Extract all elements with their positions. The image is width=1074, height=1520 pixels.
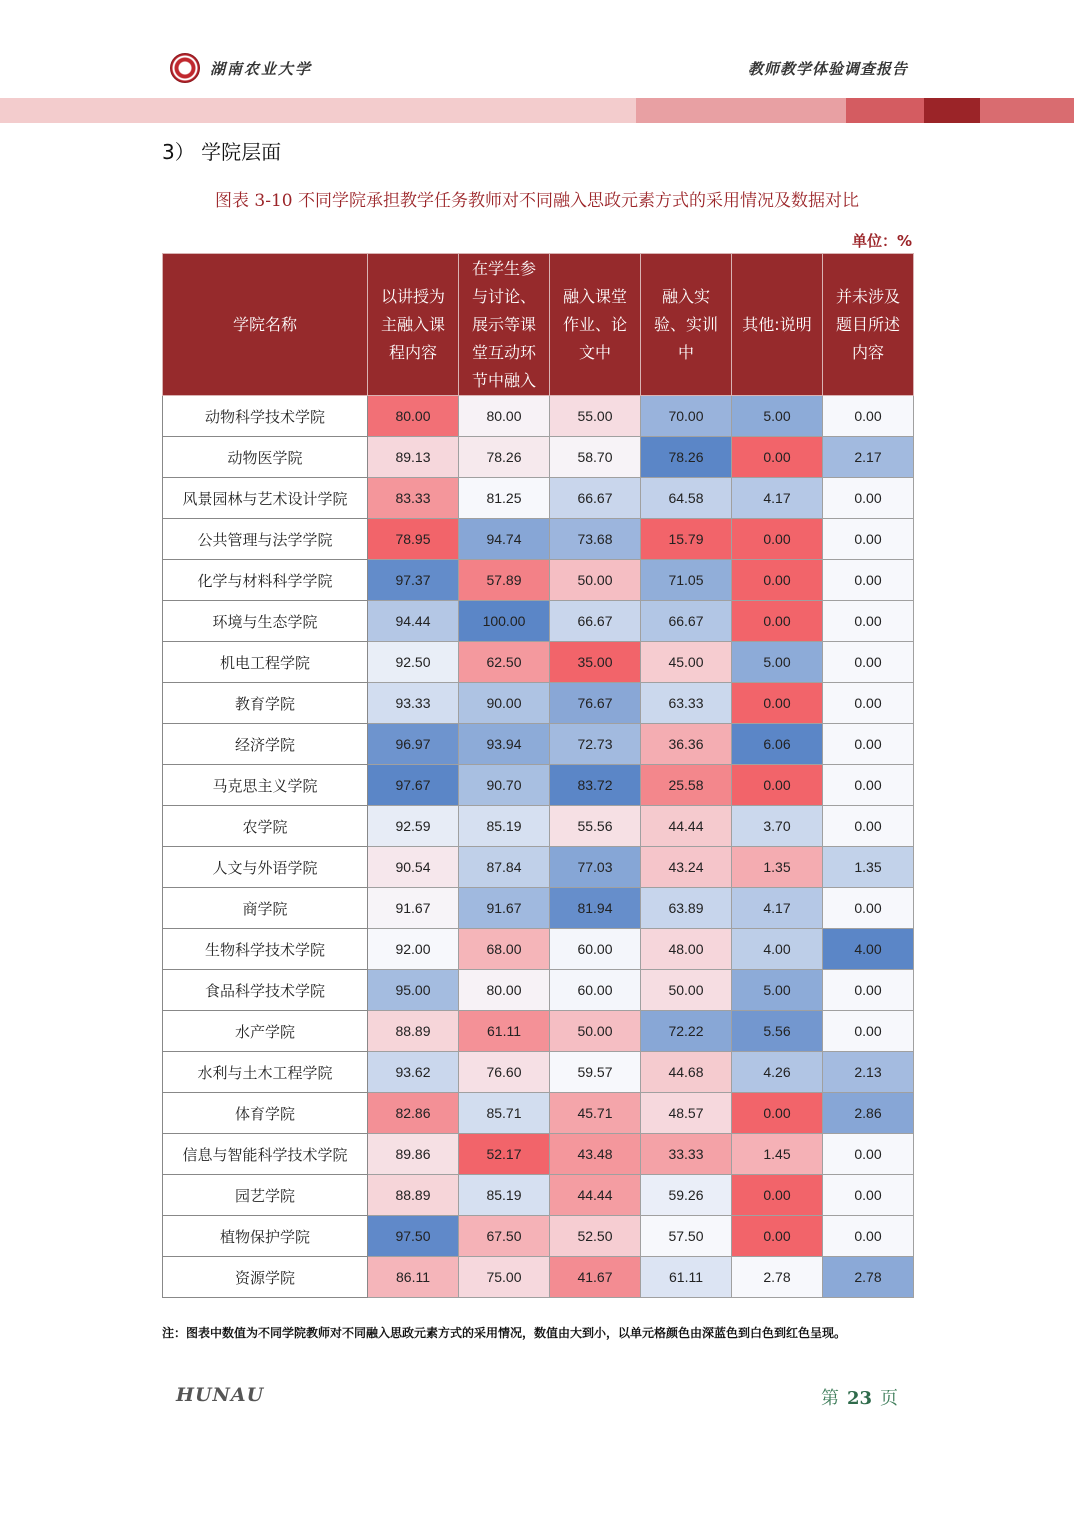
value-cell: 60.00 (550, 929, 641, 970)
value-cell: 0.00 (732, 519, 823, 560)
header-band-4 (924, 98, 980, 123)
value-cell: 71.05 (641, 560, 732, 601)
table-header-row (163, 254, 914, 396)
value-cell: 50.00 (550, 1011, 641, 1052)
value-cell: 76.67 (550, 683, 641, 724)
value-cell: 64.58 (641, 478, 732, 519)
value-cell: 0.00 (732, 683, 823, 724)
value-cell: 0.00 (732, 1093, 823, 1134)
college-name-cell: 人文与外语学院 (163, 847, 368, 888)
value-cell: 44.44 (550, 1175, 641, 1216)
value-cell: 92.50 (368, 642, 459, 683)
unit-label: 单位：% (851, 232, 912, 250)
value-cell: 59.26 (641, 1175, 732, 1216)
value-cell: 1.35 (732, 847, 823, 888)
header-college-name: 学院名称 (163, 254, 368, 396)
value-cell: 75.00 (459, 1257, 550, 1298)
table-row (163, 1093, 914, 1134)
value-cell: 25.58 (641, 765, 732, 806)
value-cell: 44.44 (641, 806, 732, 847)
value-cell: 45.71 (550, 1093, 641, 1134)
header-band-3 (846, 98, 924, 123)
header-band-2 (636, 98, 846, 123)
value-cell: 2.13 (823, 1052, 914, 1093)
report-title: 教师教学体验调查报告 (747, 60, 908, 78)
value-cell: 80.00 (459, 970, 550, 1011)
value-cell: 97.67 (368, 765, 459, 806)
header-homework: 融入课堂 作业、论 文中 (550, 254, 641, 396)
college-name-cell: 机电工程学院 (163, 642, 368, 683)
table-row (163, 478, 914, 519)
value-cell: 2.86 (823, 1093, 914, 1134)
value-cell: 100.00 (459, 601, 550, 642)
value-cell: 83.72 (550, 765, 641, 806)
value-cell: 1.35 (823, 847, 914, 888)
value-cell: 6.06 (732, 724, 823, 765)
page-suffix: 页 (880, 1388, 898, 1409)
value-cell: 41.67 (550, 1257, 641, 1298)
value-cell: 61.11 (641, 1257, 732, 1298)
value-cell: 63.33 (641, 683, 732, 724)
value-cell: 83.33 (368, 478, 459, 519)
value-cell: 48.57 (641, 1093, 732, 1134)
value-cell: 57.50 (641, 1216, 732, 1257)
value-cell: 4.26 (732, 1052, 823, 1093)
value-cell: 57.89 (459, 560, 550, 601)
value-cell: 48.00 (641, 929, 732, 970)
value-cell: 68.00 (459, 929, 550, 970)
header-lab: 融入实 验、实训 中 (641, 254, 732, 396)
value-cell: 4.17 (732, 888, 823, 929)
value-cell: 0.00 (823, 519, 914, 560)
value-cell: 59.57 (550, 1052, 641, 1093)
value-cell: 0.00 (732, 437, 823, 478)
table-row (163, 970, 914, 1011)
university-seal-icon (170, 53, 200, 83)
value-cell: 77.03 (550, 847, 641, 888)
value-cell: 66.67 (550, 478, 641, 519)
value-cell: 0.00 (823, 560, 914, 601)
value-cell: 88.89 (368, 1175, 459, 1216)
college-name-cell: 植物保护学院 (163, 1216, 368, 1257)
value-cell: 55.00 (550, 396, 641, 437)
value-cell: 0.00 (732, 1216, 823, 1257)
value-cell: 0.00 (823, 1011, 914, 1052)
value-cell: 2.78 (732, 1257, 823, 1298)
table-row (163, 929, 914, 970)
value-cell: 66.67 (641, 601, 732, 642)
footer-logo: HUNAU (176, 1384, 265, 1406)
value-cell: 82.86 (368, 1093, 459, 1134)
college-name-cell: 公共管理与法学学院 (163, 519, 368, 560)
value-cell: 67.50 (459, 1216, 550, 1257)
value-cell: 95.00 (368, 970, 459, 1011)
value-cell: 88.89 (368, 1011, 459, 1052)
value-cell: 78.26 (459, 437, 550, 478)
value-cell: 52.50 (550, 1216, 641, 1257)
college-name-cell: 动物科学技术学院 (163, 396, 368, 437)
value-cell: 90.54 (368, 847, 459, 888)
college-name-cell: 体育学院 (163, 1093, 368, 1134)
value-cell: 85.19 (459, 806, 550, 847)
table-row (163, 1052, 914, 1093)
college-name-cell: 水产学院 (163, 1011, 368, 1052)
table-row (163, 437, 914, 478)
value-cell: 96.97 (368, 724, 459, 765)
value-cell: 0.00 (823, 396, 914, 437)
data-table (162, 253, 914, 1298)
value-cell: 94.74 (459, 519, 550, 560)
header-band-5 (980, 98, 1074, 123)
college-name-cell: 园艺学院 (163, 1175, 368, 1216)
college-name-cell: 风景园林与艺术设计学院 (163, 478, 368, 519)
value-cell: 85.71 (459, 1093, 550, 1134)
value-cell: 5.56 (732, 1011, 823, 1052)
value-cell: 4.17 (732, 478, 823, 519)
header-none: 并未涉及 题目所述 内容 (823, 254, 914, 396)
table-row (163, 1216, 914, 1257)
page-header (0, 0, 1074, 125)
value-cell: 5.00 (732, 642, 823, 683)
table-row (163, 683, 914, 724)
value-cell: 97.50 (368, 1216, 459, 1257)
value-cell: 0.00 (823, 970, 914, 1011)
value-cell: 0.00 (732, 601, 823, 642)
value-cell: 85.19 (459, 1175, 550, 1216)
table-row (163, 396, 914, 437)
college-name-cell: 食品科学技术学院 (163, 970, 368, 1011)
table-row (163, 1134, 914, 1175)
value-cell: 0.00 (732, 1175, 823, 1216)
value-cell: 0.00 (823, 683, 914, 724)
value-cell: 78.26 (641, 437, 732, 478)
page-number (821, 1384, 898, 1410)
college-name-cell: 马克思主义学院 (163, 765, 368, 806)
table-row (163, 765, 914, 806)
figure-caption: 图表 3-10 不同学院承担教学任务教师对不同融入思政元素方式的采用情况及数据对比 (215, 191, 859, 211)
table-row (163, 806, 914, 847)
value-cell: 76.60 (459, 1052, 550, 1093)
value-cell: 33.33 (641, 1134, 732, 1175)
table-row (163, 724, 914, 765)
value-cell: 87.84 (459, 847, 550, 888)
page-prefix: 第 (820, 1388, 839, 1409)
value-cell: 80.00 (368, 396, 459, 437)
university-name: 湖南农业大学 (210, 60, 313, 78)
value-cell: 5.00 (732, 970, 823, 1011)
value-cell: 50.00 (641, 970, 732, 1011)
value-cell: 92.59 (368, 806, 459, 847)
value-cell: 0.00 (823, 888, 914, 929)
value-cell: 35.00 (550, 642, 641, 683)
value-cell: 66.67 (550, 601, 641, 642)
value-cell: 89.86 (368, 1134, 459, 1175)
value-cell: 0.00 (823, 478, 914, 519)
table-body (163, 396, 914, 1298)
college-name-cell: 农学院 (163, 806, 368, 847)
table-row (163, 601, 914, 642)
value-cell: 0.00 (823, 765, 914, 806)
value-cell: 94.44 (368, 601, 459, 642)
table-row (163, 888, 914, 929)
value-cell: 45.00 (641, 642, 732, 683)
college-name-cell: 经济学院 (163, 724, 368, 765)
value-cell: 2.17 (823, 437, 914, 478)
value-cell: 5.00 (732, 396, 823, 437)
header-other: 其他:说明 (732, 254, 823, 396)
value-cell: 4.00 (732, 929, 823, 970)
value-cell: 44.68 (641, 1052, 732, 1093)
college-name-cell: 水利与土木工程学院 (163, 1052, 368, 1093)
value-cell: 61.11 (459, 1011, 550, 1052)
value-cell: 43.48 (550, 1134, 641, 1175)
value-cell: 93.94 (459, 724, 550, 765)
value-cell: 62.50 (459, 642, 550, 683)
table-note: 注：图表中数值为不同学院教师对不同融入思政元素方式的采用情况，数值由大到小，以单元格颜色由深蓝色到白色到红色呈现。 (162, 1326, 847, 1340)
college-name-cell: 动物医学院 (163, 437, 368, 478)
value-cell: 72.22 (641, 1011, 732, 1052)
value-cell: 43.24 (641, 847, 732, 888)
value-cell: 81.94 (550, 888, 641, 929)
value-cell: 81.25 (459, 478, 550, 519)
table-row (163, 847, 914, 888)
value-cell: 58.70 (550, 437, 641, 478)
value-cell: 15.79 (641, 519, 732, 560)
value-cell: 90.70 (459, 765, 550, 806)
value-cell: 63.89 (641, 888, 732, 929)
college-name-cell: 资源学院 (163, 1257, 368, 1298)
table-row (163, 1257, 914, 1298)
value-cell: 80.00 (459, 396, 550, 437)
value-cell: 36.36 (641, 724, 732, 765)
value-cell: 0.00 (823, 601, 914, 642)
value-cell: 90.00 (459, 683, 550, 724)
value-cell: 3.70 (732, 806, 823, 847)
table-row (163, 1011, 914, 1052)
header-band-1 (0, 98, 636, 123)
value-cell: 0.00 (732, 560, 823, 601)
table-row (163, 560, 914, 601)
value-cell: 91.67 (459, 888, 550, 929)
value-cell: 0.00 (823, 1134, 914, 1175)
college-name-cell: 生物科学技术学院 (163, 929, 368, 970)
value-cell: 78.95 (368, 519, 459, 560)
value-cell: 92.00 (368, 929, 459, 970)
value-cell: 60.00 (550, 970, 641, 1011)
value-cell: 0.00 (823, 1175, 914, 1216)
value-cell: 86.11 (368, 1257, 459, 1298)
value-cell: 4.00 (823, 929, 914, 970)
value-cell: 55.56 (550, 806, 641, 847)
college-name-cell: 化学与材料科学学院 (163, 560, 368, 601)
value-cell: 89.13 (368, 437, 459, 478)
value-cell: 0.00 (823, 642, 914, 683)
value-cell: 0.00 (823, 1216, 914, 1257)
value-cell: 52.17 (459, 1134, 550, 1175)
section-heading: 3） 学院层面 (162, 140, 282, 164)
value-cell: 0.00 (823, 806, 914, 847)
value-cell: 72.73 (550, 724, 641, 765)
value-cell: 93.33 (368, 683, 459, 724)
college-name-cell: 环境与生态学院 (163, 601, 368, 642)
value-cell: 73.68 (550, 519, 641, 560)
value-cell: 70.00 (641, 396, 732, 437)
college-name-cell: 商学院 (163, 888, 368, 929)
value-cell: 93.62 (368, 1052, 459, 1093)
value-cell: 0.00 (732, 765, 823, 806)
value-cell: 97.37 (368, 560, 459, 601)
table-row (163, 642, 914, 683)
college-name-cell: 教育学院 (163, 683, 368, 724)
value-cell: 50.00 (550, 560, 641, 601)
value-cell: 0.00 (823, 724, 914, 765)
header-interaction: 在学生参 与讨论、 展示等课 堂互动环 节中融入 (459, 254, 550, 396)
value-cell: 2.78 (823, 1257, 914, 1298)
college-name-cell: 信息与智能科学技术学院 (163, 1134, 368, 1175)
value-cell: 91.67 (368, 888, 459, 929)
table-row (163, 519, 914, 560)
header-lecture: 以讲授为 主融入课 程内容 (368, 254, 459, 396)
value-cell: 1.45 (732, 1134, 823, 1175)
table-row (163, 1175, 914, 1216)
page-number-value: 23 (846, 1388, 872, 1409)
